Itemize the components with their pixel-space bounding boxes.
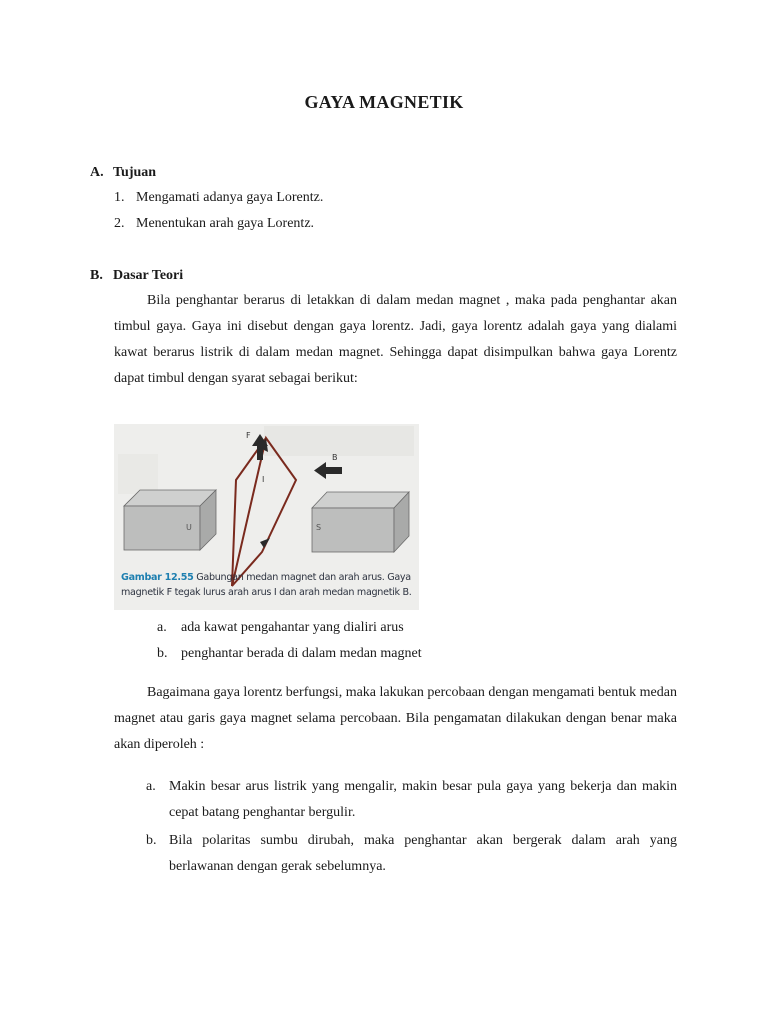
force-arrow-shaft bbox=[257, 446, 263, 460]
label-i: I bbox=[262, 475, 265, 484]
condition-item-a bbox=[157, 620, 404, 636]
document-title: GAYA MAGNETIK bbox=[304, 92, 464, 112]
condition-text: penghantar berada di dalam medan magnet bbox=[181, 646, 422, 661]
objective-item-2 bbox=[114, 216, 314, 232]
caption-label: Gambar 12.55 bbox=[121, 572, 194, 583]
label-u: U bbox=[186, 523, 192, 532]
result-text: Makin besar arus listrik yang mengalir, makin besar pula gaya yang bekerja dan makin cepat batang penghantar bergulir. bbox=[169, 779, 677, 820]
section-a-label: A. bbox=[90, 165, 104, 180]
result-text: Bila polaritas sumbu dirubah, maka penghantar akan bergerak dalam arah yang berlawanan dengan gerak sebelumnya. bbox=[169, 833, 677, 874]
section-a-heading bbox=[90, 165, 156, 181]
condition-letter: a. bbox=[157, 620, 167, 635]
section-b-title: Dasar Teori bbox=[113, 268, 184, 283]
figure-caption bbox=[121, 570, 416, 600]
objective-number: 1. bbox=[114, 190, 125, 205]
result-item-a bbox=[146, 774, 677, 826]
objective-text: Menentukan arah gaya Lorentz. bbox=[136, 216, 315, 231]
lorentz-figure bbox=[114, 424, 419, 610]
condition-text: ada kawat pengahantar yang dialiri arus bbox=[181, 620, 404, 635]
objective-item-1 bbox=[114, 190, 323, 206]
section-b-label: B. bbox=[90, 268, 103, 283]
magnet-s-front bbox=[312, 508, 394, 552]
caption-line-2: magnetik F tegak lurus arah arus I dan arah medan magnetik B. bbox=[121, 587, 412, 598]
result-letter: b. bbox=[146, 833, 157, 848]
condition-item-b bbox=[157, 646, 422, 662]
condition-letter: b. bbox=[157, 646, 168, 661]
experiment-paragraph: Bagaimana gaya lorentz berfungsi, maka lakukan percobaan dengan mengamati bentuk medan magnet atau garis gaya magnet selama percobaan. Bila pengamatan dilakukan dengan benar maka akan diperoleh : bbox=[114, 685, 677, 752]
result-letter: a. bbox=[146, 779, 156, 794]
result-item-b bbox=[146, 828, 677, 880]
objective-text: Mengamati adanya gaya Lorentz. bbox=[136, 190, 324, 205]
caption-line-1: Gabungan medan magnet dan arah arus. Gaya bbox=[196, 572, 411, 583]
magnet-s-top bbox=[312, 492, 409, 508]
label-s: S bbox=[316, 523, 322, 532]
theory-paragraph: Bila penghantar berarus di letakkan di dalam medan magnet , maka pada penghantar akan timbul gaya. Gaya ini disebut dengan gaya lorentz. Jadi, gaya lorentz adalah gaya yang dialami kawat berarus listrik di dalam medan magnet. Sehingga dapat disimpulkan bahwa gaya Lorentz dapat timbul dengan syarat sebagai berikut: bbox=[114, 293, 677, 386]
section-a-title: Tujuan bbox=[113, 165, 157, 180]
section-b-heading bbox=[90, 268, 183, 284]
field-arrow-shaft bbox=[326, 467, 342, 474]
label-f: F bbox=[246, 431, 251, 440]
objective-number: 2. bbox=[114, 216, 125, 231]
label-b: B bbox=[332, 453, 338, 462]
